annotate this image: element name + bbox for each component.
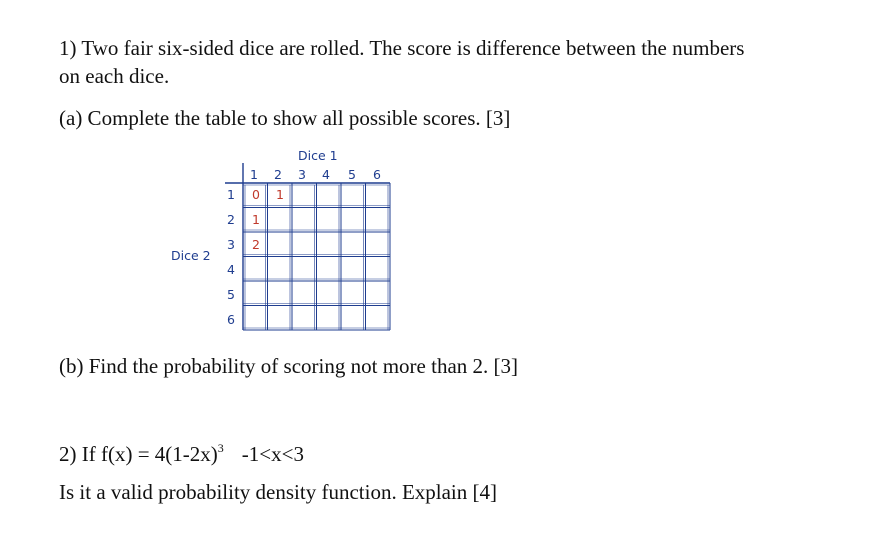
dice-1-label: Dice 1 — [298, 148, 338, 163]
column-header-2: 2 — [274, 167, 282, 182]
question-2-prefix: 2) If — [59, 442, 96, 466]
column-header-3: 3 — [298, 167, 306, 182]
column-header-1: 1 — [250, 167, 258, 182]
row-header-1: 1 — [227, 187, 235, 202]
column-header-5: 5 — [348, 167, 356, 182]
dice-2-label: Dice 2 — [171, 248, 211, 263]
cell-value: 1 — [252, 212, 260, 227]
cell-value: 1 — [276, 187, 284, 202]
row-header-6: 6 — [227, 312, 235, 327]
column-header-4: 4 — [322, 167, 330, 182]
row-header-3: 3 — [227, 237, 235, 252]
question-1a: (a) Complete the table to show all possible scores. [3] — [59, 106, 511, 130]
function-exponent: 3 — [217, 441, 224, 455]
function-expression: f(x) = 4(1-2x) — [100, 442, 218, 466]
question-1-line-1: 1) Two fair six-sided dice are rolled. The score is difference between the numbers — [59, 36, 745, 60]
cell-value: 2 — [252, 237, 260, 252]
question-2-line-1 — [59, 436, 304, 466]
question-1b: (b) Find the probability of scoring not more than 2. [3] — [59, 354, 518, 378]
question-2-line-2: Is it a valid probability density function. Explain [4] — [59, 480, 497, 504]
question-1-line-2: on each dice. — [59, 64, 170, 88]
function-domain: -1<x<3 — [241, 442, 304, 466]
row-header-4: 4 — [227, 262, 235, 277]
row-header-5: 5 — [227, 287, 235, 302]
row-header-2: 2 — [227, 212, 235, 227]
cell-value: 0 — [252, 187, 260, 202]
column-header-6: 6 — [373, 167, 381, 182]
